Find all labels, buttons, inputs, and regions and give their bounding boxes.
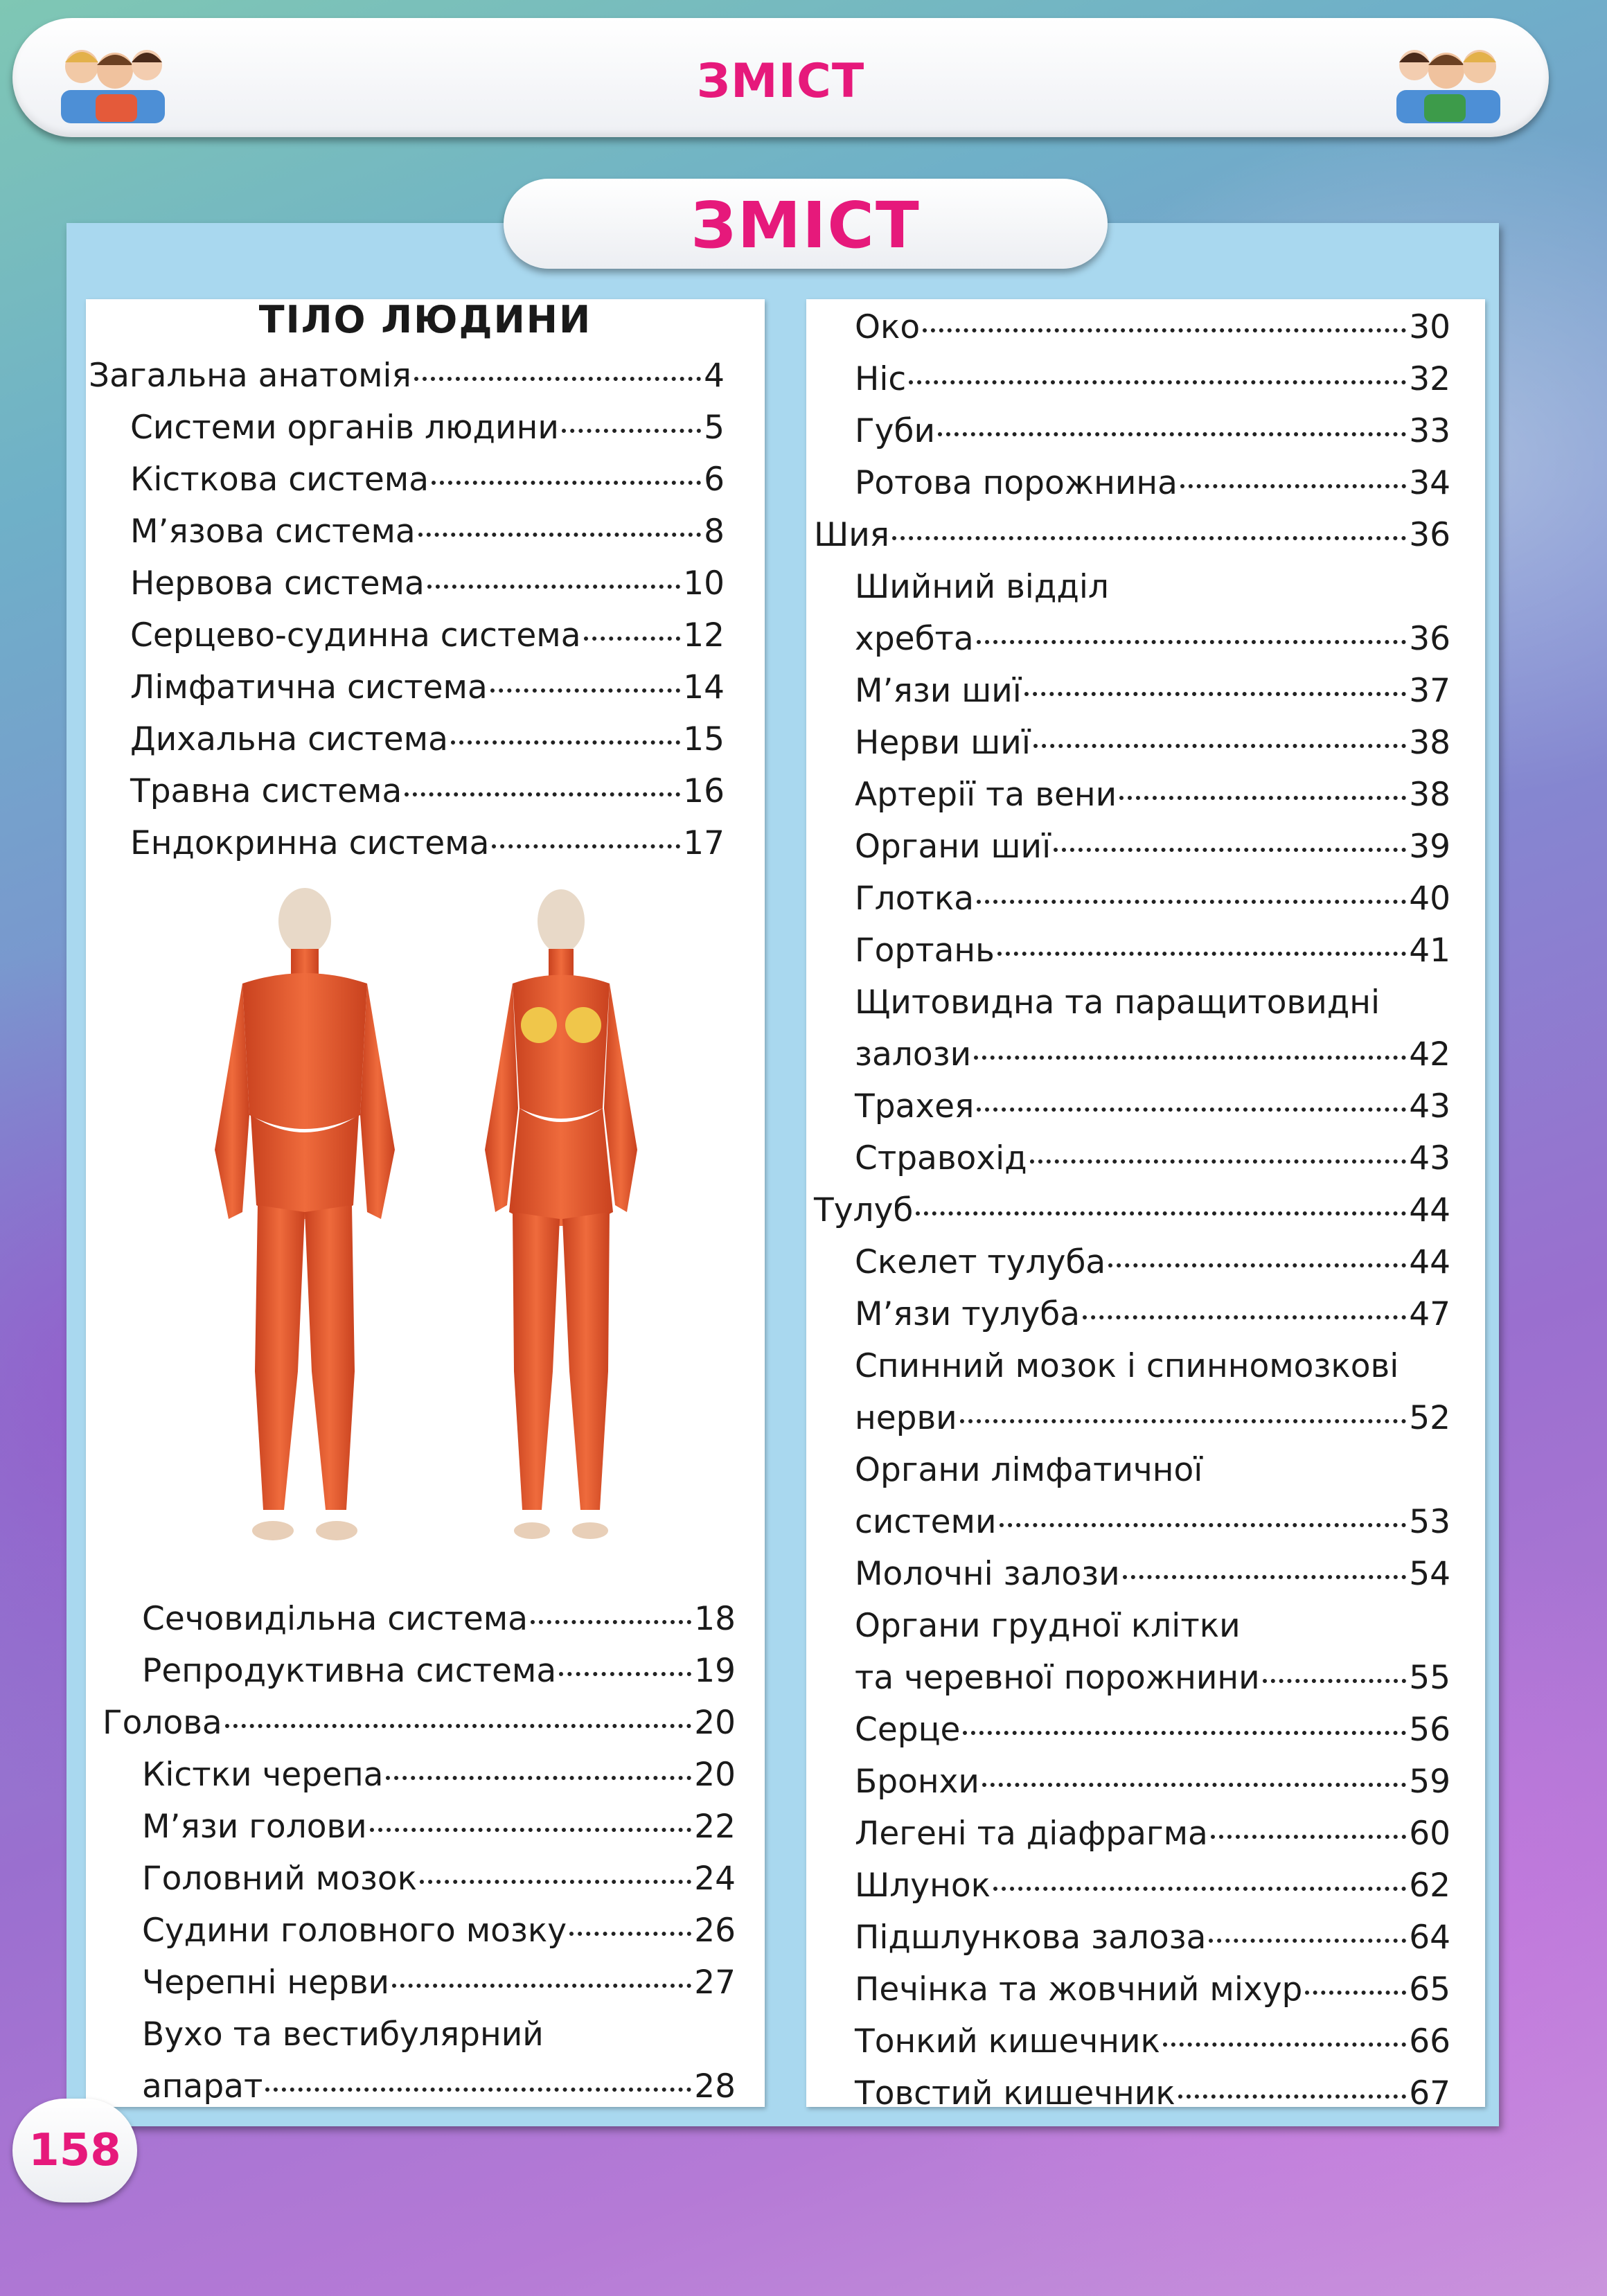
toc-entry-page: 47 xyxy=(1409,1295,1450,1333)
toc-entry[interactable] xyxy=(855,1087,1450,1125)
toc-entry-label: Кістки черепа xyxy=(142,1756,384,1794)
toc-entry-label: Легені та діафрагма xyxy=(855,1815,1208,1853)
dot-leader xyxy=(432,481,701,485)
toc-entry-label: Органи лімфатичної xyxy=(855,1451,1203,1489)
dot-leader xyxy=(993,1887,1406,1891)
toc-entry-page: 4 xyxy=(704,357,725,395)
dot-leader xyxy=(569,1932,691,1936)
toc-entry[interactable] xyxy=(142,1600,736,1638)
dot-leader xyxy=(1108,1263,1406,1267)
toc-entry-page: 64 xyxy=(1409,1919,1450,1957)
toc-entry[interactable] xyxy=(814,1191,1450,1229)
dot-leader xyxy=(1033,744,1406,748)
page-number: 158 xyxy=(28,2125,121,2176)
toc-entry-label: Судини головного мозку xyxy=(142,1912,567,1950)
toc-entry-label: Губи xyxy=(855,412,936,450)
toc-entry-page: 65 xyxy=(1409,1970,1450,2009)
dot-leader xyxy=(584,637,681,641)
toc-entry[interactable] xyxy=(130,616,725,655)
toc-entry[interactable] xyxy=(855,412,1450,450)
toc-entry-label: Шийний відділ xyxy=(855,568,1109,606)
toc-entry[interactable] xyxy=(855,724,1450,762)
toc-entry[interactable] xyxy=(130,461,725,499)
toc-entry[interactable] xyxy=(142,1912,736,1950)
toc-entry-page: 38 xyxy=(1409,776,1450,814)
children-photo-icon xyxy=(1390,32,1507,126)
toc-entry[interactable] xyxy=(855,1763,1450,1801)
toc-entry[interactable] xyxy=(855,2022,1450,2061)
toc-entry-label: Підшлункова залоза xyxy=(855,1919,1207,1957)
dot-leader xyxy=(265,2088,691,2092)
female-figure xyxy=(485,889,637,1539)
toc-entry-page: 52 xyxy=(1409,1399,1450,1437)
toc-entry[interactable] xyxy=(130,720,725,758)
toc-entry-page: 24 xyxy=(694,1860,736,1898)
toc-entry-page: 30 xyxy=(1409,308,1450,346)
toc-entry-label: Тонкий кишечник xyxy=(855,2022,1160,2061)
toc-entry-label: Сечовидільна система xyxy=(142,1600,529,1638)
dot-leader xyxy=(977,640,1406,644)
toc-entry-label: Головний мозок xyxy=(142,1860,418,1898)
toc-entry[interactable] xyxy=(142,1964,736,2002)
toc-entry-label: Голова xyxy=(103,1704,222,1742)
toc-entry-label: Системи органів людини xyxy=(130,409,559,447)
dot-leader xyxy=(531,1620,691,1624)
toc-entry[interactable] xyxy=(855,1035,1450,1074)
dot-leader xyxy=(392,1984,691,1988)
dot-leader xyxy=(1030,1159,1407,1164)
toc-entry-label: М’язи шиї xyxy=(855,672,1022,710)
toc-entry-label: Травна система xyxy=(130,772,402,810)
toc-entry-label: Ендокринна система xyxy=(130,824,490,862)
toc-entry-page: 67 xyxy=(1409,2074,1450,2112)
toc-entry-page: 18 xyxy=(694,1600,736,1638)
toc-entry-label: нерви xyxy=(855,1399,957,1437)
toc-entry-page: 15 xyxy=(683,720,725,758)
toc-entry[interactable] xyxy=(855,1919,1450,1957)
toc-entry-page: 60 xyxy=(1409,1815,1450,1853)
toc-entry-page: 14 xyxy=(683,668,725,706)
toc-entry[interactable] xyxy=(855,1970,1450,2009)
toc-entry[interactable] xyxy=(142,2067,736,2106)
dot-leader xyxy=(418,533,701,537)
toc-entry-page: 36 xyxy=(1409,620,1450,658)
toc-entry-page: 28 xyxy=(694,2067,736,2106)
dot-leader xyxy=(1083,1315,1406,1319)
male-figure xyxy=(215,888,395,1540)
toc-entry-page: 54 xyxy=(1409,1555,1450,1593)
dot-leader xyxy=(370,1828,691,1832)
dot-leader xyxy=(974,1056,1406,1060)
toc-entry-label: Щитовидна та паращитовидні xyxy=(855,984,1380,1022)
toc-entry-label: Загальна анатомія xyxy=(89,357,411,395)
toc-entry-label: Глотка xyxy=(855,880,975,918)
toc-entry-page: 56 xyxy=(1409,1711,1450,1749)
toc-entry[interactable] xyxy=(130,409,725,447)
toc-entry-label: Шия xyxy=(814,516,890,554)
toc-entry[interactable] xyxy=(130,564,725,603)
dot-leader xyxy=(1178,2094,1406,2099)
dot-leader xyxy=(963,1731,1406,1735)
dot-leader xyxy=(427,585,680,589)
toc-entry[interactable] xyxy=(855,1555,1450,1593)
toc-entry[interactable] xyxy=(855,828,1450,866)
toc-entry-label: Бронхи xyxy=(855,1763,979,1801)
toc-entry[interactable] xyxy=(855,1503,1450,1541)
toc-entry-page: 12 xyxy=(683,616,725,655)
toc-entry-label: Молочні залози xyxy=(855,1555,1120,1593)
toc-entry[interactable] xyxy=(855,1711,1450,1749)
dot-leader xyxy=(977,900,1406,904)
toc-entry-page: 34 xyxy=(1409,464,1450,502)
toc-entry-label: Нервова система xyxy=(130,564,425,603)
toc-entry-label: Дихальна система xyxy=(130,720,448,758)
toc-entry-page: 26 xyxy=(694,1912,736,1950)
toc-entry-page: 10 xyxy=(683,564,725,603)
toc-entry[interactable] xyxy=(142,1756,736,1794)
toc-entry-label: апарат xyxy=(142,2067,263,2106)
dot-leader xyxy=(490,688,680,693)
toc-entry[interactable] xyxy=(855,776,1450,814)
dot-leader xyxy=(1180,484,1406,488)
toc-entry[interactable] xyxy=(855,1659,1450,1697)
page-number-badge xyxy=(12,2099,137,2202)
toc-entry-label: Спинний мозок і спинномозкові xyxy=(855,1347,1399,1385)
toc-entry[interactable] xyxy=(855,1243,1450,1281)
dot-leader xyxy=(1123,1575,1406,1579)
toc-entry-page: 37 xyxy=(1409,672,1450,710)
toc-entry[interactable] xyxy=(855,620,1450,658)
toc-entry[interactable] xyxy=(130,772,725,810)
toc-entry[interactable] xyxy=(130,513,725,551)
dot-leader xyxy=(977,1107,1406,1112)
dot-leader xyxy=(1000,1523,1407,1527)
toc-entry[interactable] xyxy=(855,1295,1450,1333)
dot-leader xyxy=(1305,1991,1406,1995)
toc-entry-label: та черевної порожнини xyxy=(855,1659,1260,1697)
dot-leader xyxy=(492,844,680,848)
toc-entry-page: 17 xyxy=(683,824,725,862)
dot-leader xyxy=(997,952,1406,956)
toc-entry[interactable] xyxy=(855,360,1450,398)
toc-entry-label: Ротова порожнина xyxy=(855,464,1178,502)
page-title: ЗМІСТ xyxy=(691,188,921,262)
toc-entry-page: 41 xyxy=(1409,932,1450,970)
toc-entry-page: 44 xyxy=(1409,1191,1450,1229)
toc-entry-page: 42 xyxy=(1409,1035,1450,1074)
toc-entry-page: 19 xyxy=(694,1652,736,1690)
toc-entry-label: Серце xyxy=(855,1711,961,1749)
toc-entry-label: Тулуб xyxy=(814,1191,914,1229)
toc-entry[interactable] xyxy=(855,932,1450,970)
dot-leader xyxy=(225,1724,691,1728)
toc-entry[interactable] xyxy=(855,308,1450,346)
dot-leader xyxy=(916,1211,1406,1216)
toc-entry-page: 22 xyxy=(694,1808,736,1846)
toc-entry-label: Ніс xyxy=(855,360,907,398)
toc-entry-label: системи xyxy=(855,1503,997,1541)
toc-entry-page: 40 xyxy=(1409,880,1450,918)
toc-entry-page: 55 xyxy=(1409,1659,1450,1697)
toc-entry-label: Печінка та жовчний міхур xyxy=(855,1970,1303,2009)
dot-leader xyxy=(1163,2043,1406,2047)
toc-entry-label: Черепні нерви xyxy=(142,1964,390,2002)
dot-leader xyxy=(1209,1939,1406,1943)
toc-entry[interactable] xyxy=(855,672,1450,710)
toc-entry[interactable] xyxy=(130,824,725,862)
toc-entry-label: Скелет тулуба xyxy=(855,1243,1106,1281)
dot-leader xyxy=(386,1776,691,1780)
toc-entry-page: 62 xyxy=(1409,1867,1450,1905)
toc-entry-label: М’язи голови xyxy=(142,1808,367,1846)
toc-entry-label: Стравохід xyxy=(855,1139,1027,1177)
toc-entry[interactable] xyxy=(142,1652,736,1690)
toc-entry-label: Шлунок xyxy=(855,1867,991,1905)
dot-leader xyxy=(1211,1835,1406,1839)
toc-entry[interactable] xyxy=(142,1860,736,1898)
toc-entry-page: 59 xyxy=(1409,1763,1450,1801)
toc-entry-label: Трахея xyxy=(855,1087,975,1125)
toc-entry-label: залози xyxy=(855,1035,972,1074)
toc-entry[interactable] xyxy=(855,2074,1450,2112)
toc-entry-label: Органи грудної клітки xyxy=(855,1607,1241,1645)
toc-entry[interactable] xyxy=(855,464,1450,502)
header-title: ЗМІСТ xyxy=(696,54,865,109)
toc-entry[interactable] xyxy=(130,668,725,706)
toc-entry[interactable] xyxy=(103,1704,736,1742)
dot-leader xyxy=(909,380,1406,384)
toc-entry-page: 44 xyxy=(1409,1243,1450,1281)
toc-entry[interactable] xyxy=(814,516,1450,554)
toc-entry-page: 36 xyxy=(1409,516,1450,554)
toc-entry[interactable] xyxy=(855,1867,1450,1905)
toc-entry-page: 6 xyxy=(704,461,725,499)
toc-entry-label: Репродуктивна система xyxy=(142,1652,557,1690)
toc-entry-page: 53 xyxy=(1409,1503,1450,1541)
toc-entry-page: 20 xyxy=(694,1756,736,1794)
section-heading: ТІЛО ЛЮДИНИ xyxy=(258,298,592,341)
toc-entry-label: Око xyxy=(855,308,921,346)
dot-leader xyxy=(420,1880,691,1884)
toc-entry-label: Нерви шиї xyxy=(855,724,1031,762)
muscle-anatomy-illustration xyxy=(152,887,720,1579)
dot-leader xyxy=(960,1419,1406,1423)
toc-entry-label: Лімфатична система xyxy=(130,668,488,706)
toc-entry-page: 20 xyxy=(694,1704,736,1742)
dot-leader xyxy=(1263,1679,1406,1683)
toc-entry-page: 32 xyxy=(1409,360,1450,398)
toc-entry-page: 38 xyxy=(1409,724,1450,762)
toc-entry-page: 39 xyxy=(1409,828,1450,866)
dot-leader xyxy=(982,1783,1406,1787)
toc-entry[interactable] xyxy=(89,357,725,395)
toc-entry-label: М’язова система xyxy=(130,513,416,551)
toc-entry-page: 8 xyxy=(704,513,725,551)
toc-entry[interactable] xyxy=(855,1139,1450,1177)
toc-entry-page: 5 xyxy=(704,409,725,447)
toc-entry-label: Серцево-судинна система xyxy=(130,616,581,655)
header-bar xyxy=(12,18,1549,137)
toc-entry-page: 16 xyxy=(683,772,725,810)
toc-entry[interactable] xyxy=(855,1399,1450,1437)
toc-entry-label: Товстий кишечник xyxy=(855,2074,1175,2112)
toc-entry-label: Кісткова система xyxy=(130,461,429,499)
title-pill xyxy=(504,179,1108,269)
toc-entry-label: Артерії та вени xyxy=(855,776,1117,814)
toc-entry-label: М’язи тулуба xyxy=(855,1295,1081,1333)
dot-leader xyxy=(1024,692,1406,696)
dot-leader xyxy=(559,1672,691,1676)
dot-leader xyxy=(405,792,680,797)
dot-leader xyxy=(451,740,680,745)
dot-leader xyxy=(938,432,1406,436)
toc-entry-label: Вухо та вестибулярний xyxy=(142,2015,544,2054)
toc-entry-page: 66 xyxy=(1409,2022,1450,2061)
dot-leader xyxy=(414,377,701,381)
toc-entry-page: 43 xyxy=(1409,1087,1450,1125)
toc-entry[interactable] xyxy=(142,1808,736,1846)
dot-leader xyxy=(562,429,701,433)
toc-entry-page: 43 xyxy=(1409,1139,1450,1177)
dot-leader xyxy=(1054,848,1406,852)
toc-entry[interactable] xyxy=(855,880,1450,918)
dot-leader xyxy=(1119,796,1406,800)
dot-leader xyxy=(923,328,1406,332)
toc-entry-label: Гортань xyxy=(855,932,995,970)
toc-entry-page: 27 xyxy=(694,1964,736,2002)
toc-entry[interactable] xyxy=(855,1815,1450,1853)
dot-leader xyxy=(892,536,1406,540)
toc-entry-page: 33 xyxy=(1409,412,1450,450)
toc-entry-label: хребта xyxy=(855,620,974,658)
toc-entry-label: Органи шиї xyxy=(855,828,1051,866)
